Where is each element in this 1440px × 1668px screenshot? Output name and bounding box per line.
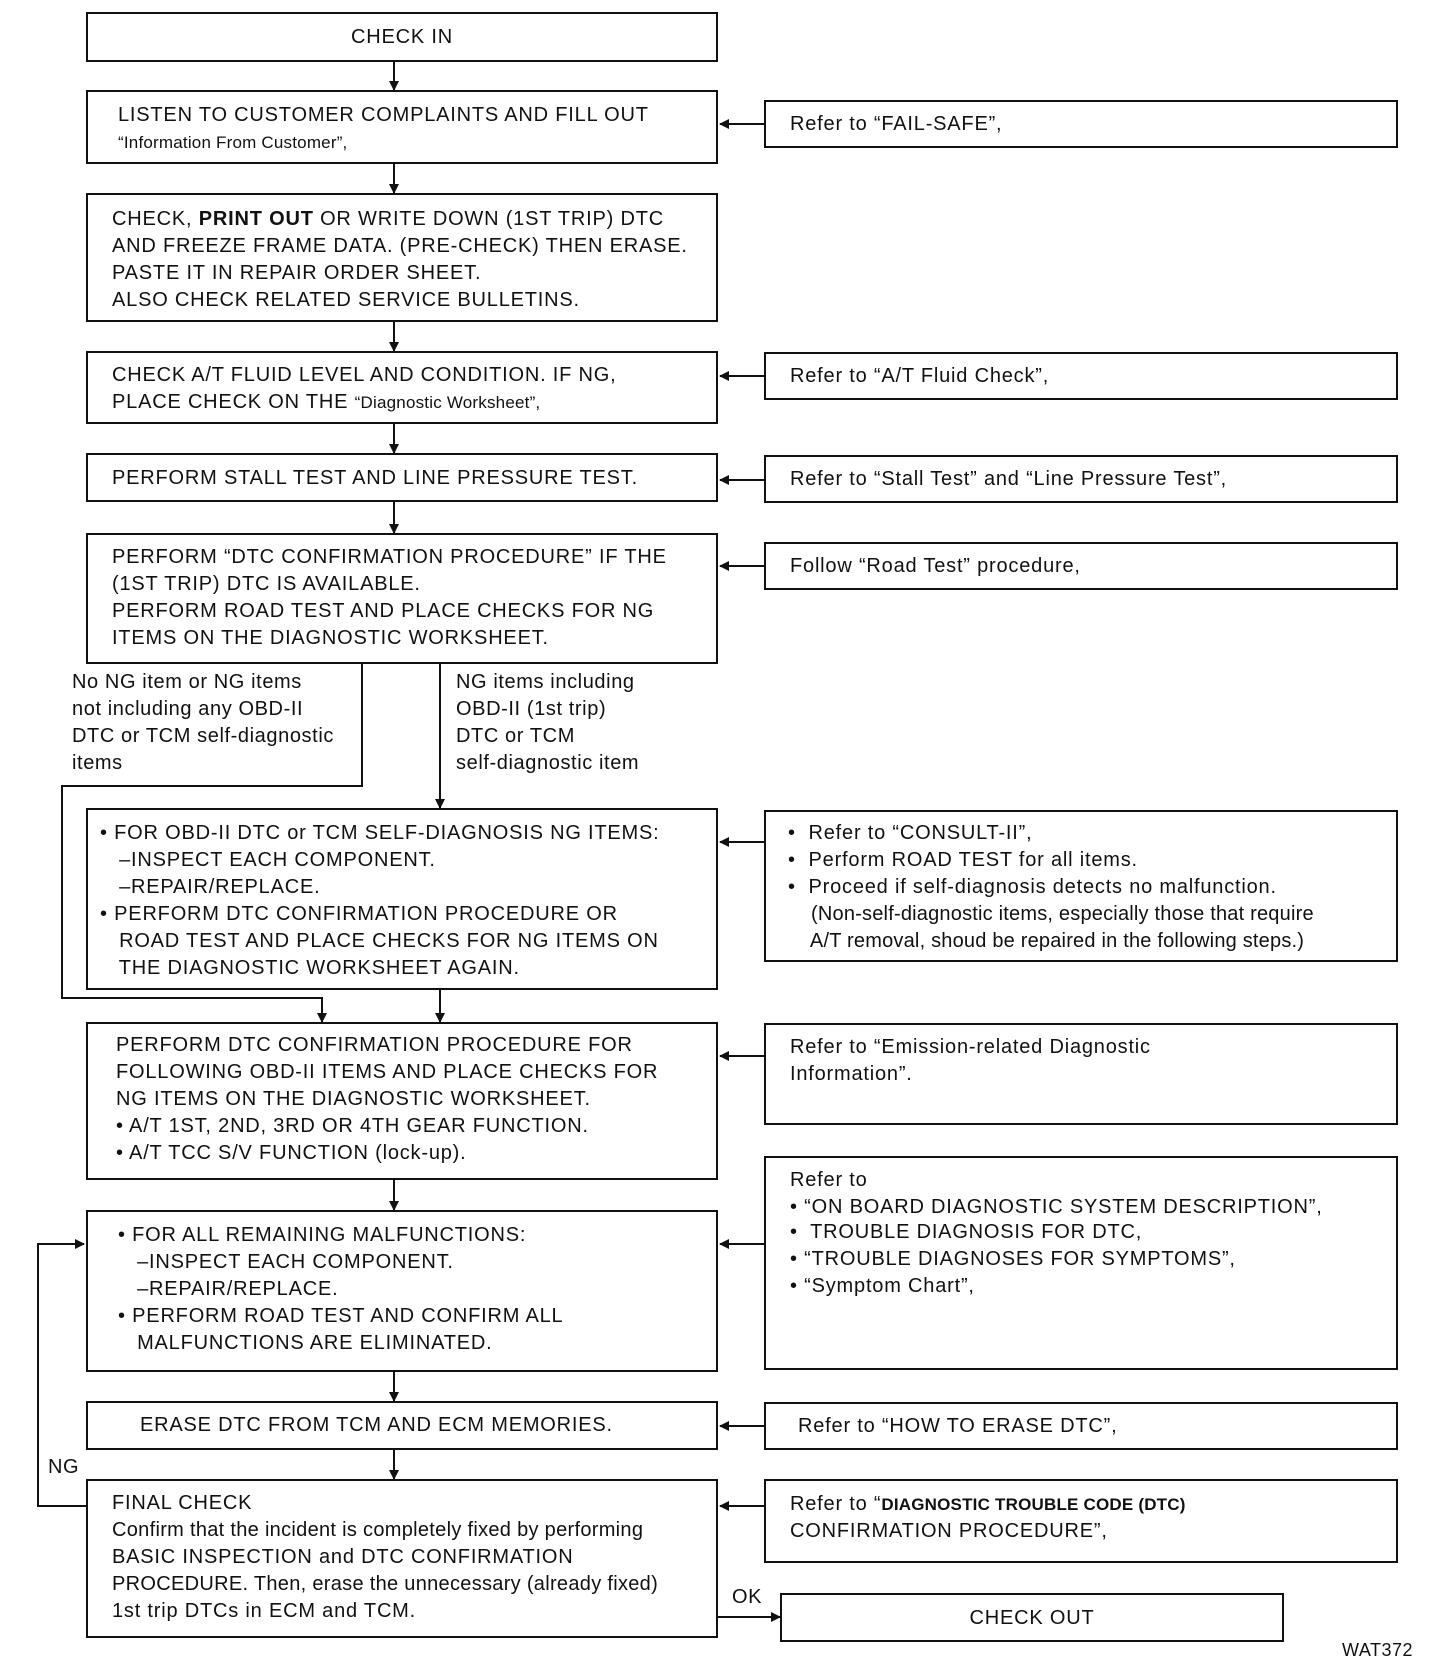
ref-obd-line-2: • “ON BOARD DIAGNOSTIC SYSTEM DESCRIPTION”, xyxy=(790,1196,1323,1218)
step-print-line-2: AND FREEZE FRAME DATA. (PRE-CHECK) THEN ERASE. xyxy=(112,235,688,257)
step-obd-ng-items xyxy=(86,808,718,990)
step-check-in-label: CHECK IN xyxy=(351,26,453,48)
ng-label: NG xyxy=(48,1456,80,1478)
branch-left-line-4: items xyxy=(72,752,123,774)
diagnostic-worksheet-ref: “Diagnostic Worksheet”, xyxy=(354,393,541,412)
ref-failsafe xyxy=(764,100,1398,148)
branch-right-line-2: OBD-II (1st trip) xyxy=(456,698,607,720)
step-stall-test xyxy=(86,453,718,502)
step-stall-label: PERFORM STALL TEST AND LINE PRESSURE TEST. xyxy=(112,467,638,489)
ref-dtc-confirmation xyxy=(764,1479,1398,1563)
step-obdng-line-4: • PERFORM DTC CONFIRMATION PROCEDURE OR xyxy=(100,903,618,925)
step-final-line-1: FINAL CHECK xyxy=(112,1492,253,1514)
ref-consult xyxy=(764,810,1398,962)
ref-stall-label: Refer to “Stall Test” and “Line Pressure Test”, xyxy=(790,468,1228,490)
dtc-trouble-code-emphasis: DIAGNOSTIC TROUBLE CODE (DTC) xyxy=(881,1495,1186,1514)
figure-id: WAT372 xyxy=(1342,1640,1414,1660)
step-remaining-line-2: –INSPECT EACH COMPONENT. xyxy=(118,1251,454,1273)
step-check-in xyxy=(86,12,718,62)
step-dtc-confirmation xyxy=(86,533,718,664)
step-listen-worksheet: “Information From Customer”, xyxy=(118,133,348,152)
step-dtc-line-3: PERFORM ROAD TEST AND PLACE CHECKS FOR NG xyxy=(112,600,655,622)
ref-obd-description xyxy=(764,1156,1398,1370)
ref-erase-dtc xyxy=(764,1402,1398,1450)
step-obdng-line-2: –INSPECT EACH COMPONENT. xyxy=(100,849,436,871)
ref-consult-line-2: • Perform ROAD TEST for all items. xyxy=(788,849,1138,871)
step-print-line-3: PASTE IT IN REPAIR ORDER SHEET. xyxy=(112,262,482,284)
step-listen-line: LISTEN TO CUSTOMER COMPLAINTS AND FILL OUT xyxy=(118,104,649,126)
ref-fluid-label: Refer to “A/T Fluid Check”, xyxy=(790,365,1050,387)
ref-emission-info xyxy=(764,1023,1398,1125)
ok-label: OK xyxy=(732,1586,763,1608)
step-final-line-5: 1st trip DTCs in ECM and TCM. xyxy=(112,1600,417,1622)
step-remaining-line-4: • PERFORM ROAD TEST AND CONFIRM ALL xyxy=(118,1305,564,1327)
step-dtc-line-4: ITEMS ON THE DIAGNOSTIC WORKSHEET. xyxy=(112,627,549,649)
step-remaining-line-3: –REPAIR/REPLACE. xyxy=(118,1278,339,1300)
branch-left-line-3: DTC or TCM self-diagnostic xyxy=(72,725,334,747)
branch-right-line-3: DTC or TCM xyxy=(456,725,575,747)
step-obdng-line-1: • FOR OBD-II DTC or TCM SELF-DIAGNOSIS NG ITEMS: xyxy=(100,822,660,844)
step-check-out xyxy=(780,1593,1284,1642)
ref-dtcconf-line-2: CONFIRMATION PROCEDURE”, xyxy=(790,1520,1108,1542)
step-erase-dtc xyxy=(86,1401,718,1450)
branch-left-line-1: No NG item or NG items xyxy=(72,671,302,693)
ref-obd-line-1: Refer to xyxy=(790,1169,868,1191)
step-dtc-line-1: PERFORM “DTC CONFIRMATION PROCEDURE” IF THE xyxy=(112,546,667,568)
step-dtc-line-2: (1ST TRIP) DTC IS AVAILABLE. xyxy=(112,573,421,595)
ref-obd-line-4: • “TROUBLE DIAGNOSES FOR SYMPTOMS”, xyxy=(790,1248,1236,1270)
step-erase-label: ERASE DTC FROM TCM AND ECM MEMORIES. xyxy=(140,1414,613,1436)
step-final-line-3: BASIC INSPECTION and DTC CONFIRMATION xyxy=(112,1546,574,1568)
ref-consult-line-5: A/T removal, shoud be repaired in the following steps.) xyxy=(788,930,1305,952)
ref-failsafe-label: Refer to “FAIL-SAFE”, xyxy=(790,113,1003,135)
step-print-line-1: CHECK, PRINT OUT OR WRITE DOWN (1ST TRIP) DTC xyxy=(112,208,664,230)
branch-right-line-1: NG items including xyxy=(456,671,635,693)
step-obditems-line-1: PERFORM DTC CONFIRMATION PROCEDURE FOR xyxy=(116,1034,633,1056)
ref-dtcconf-line-1: Refer to “DIAGNOSTIC TROUBLE CODE (DTC) xyxy=(790,1493,1186,1515)
step-final-line-4: PROCEDURE. Then, erase the unnecessary (already fixed) xyxy=(112,1573,659,1595)
step-obd-items-confirmation xyxy=(86,1022,718,1180)
ref-fluid-check xyxy=(764,352,1398,400)
ref-road-test xyxy=(764,542,1398,590)
step-obdng-line-6: THE DIAGNOSTIC WORKSHEET AGAIN. xyxy=(100,957,520,979)
ref-obd-line-3: • TROUBLE DIAGNOSIS FOR DTC, xyxy=(790,1221,1143,1243)
ref-stall-test xyxy=(764,455,1398,503)
step-obditems-line-3: NG ITEMS ON THE DIAGNOSTIC WORKSHEET. xyxy=(116,1088,591,1110)
ref-road-label: Follow “Road Test” procedure, xyxy=(790,555,1081,577)
ref-erase-label: Refer to “HOW TO ERASE DTC”, xyxy=(798,1415,1118,1437)
step-listen-complaints xyxy=(86,90,718,164)
step-final-check xyxy=(86,1479,718,1638)
step-final-line-2: Confirm that the incident is completely fixed by performing xyxy=(112,1519,644,1541)
step-fluid-line-2: PLACE CHECK ON THE “Diagnostic Worksheet”, xyxy=(112,391,541,413)
step-obditems-line-2: FOLLOWING OBD-II ITEMS AND PLACE CHECKS FOR xyxy=(116,1061,659,1083)
step-check-fluid xyxy=(86,351,718,424)
step-obdng-line-5: ROAD TEST AND PLACE CHECKS FOR NG ITEMS ON xyxy=(100,930,659,952)
branch-left-line-2: not including any OBD-II xyxy=(72,698,304,720)
ref-consult-line-3: • Proceed if self-diagnosis detects no malfunction. xyxy=(788,876,1277,898)
step-remaining-line-1: • FOR ALL REMAINING MALFUNCTIONS: xyxy=(118,1224,527,1246)
ref-emission-line-1: Refer to “Emission-related Diagnostic xyxy=(790,1036,1151,1058)
ref-consult-line-1: • Refer to “CONSULT-II”, xyxy=(788,822,1033,844)
step-obdng-line-3: –REPAIR/REPLACE. xyxy=(100,876,321,898)
step-check-out-label: CHECK OUT xyxy=(969,1607,1095,1629)
step-print-line-4: ALSO CHECK RELATED SERVICE BULLETINS. xyxy=(112,289,580,311)
step-obditems-line-4: • A/T 1ST, 2ND, 3RD OR 4TH GEAR FUNCTION. xyxy=(116,1115,589,1137)
step-remaining-malfunctions xyxy=(86,1210,718,1372)
step-fluid-line-1: CHECK A/T FLUID LEVEL AND CONDITION. IF NG, xyxy=(112,364,617,386)
print-out-emphasis: PRINT OUT xyxy=(198,208,314,230)
ref-emission-line-2: Information”. xyxy=(790,1063,913,1085)
ref-consult-line-4: (Non-self-diagnostic items, especially those that require xyxy=(788,903,1314,925)
ref-obd-line-5: • “Symptom Chart”, xyxy=(790,1275,975,1297)
step-remaining-line-5: MALFUNCTIONS ARE ELIMINATED. xyxy=(118,1332,493,1354)
branch-right-line-4: self-diagnostic item xyxy=(456,752,640,774)
step-check-print-dtc xyxy=(86,193,718,322)
step-obditems-line-5: • A/T TCC S/V FUNCTION (lock-up). xyxy=(116,1142,467,1164)
